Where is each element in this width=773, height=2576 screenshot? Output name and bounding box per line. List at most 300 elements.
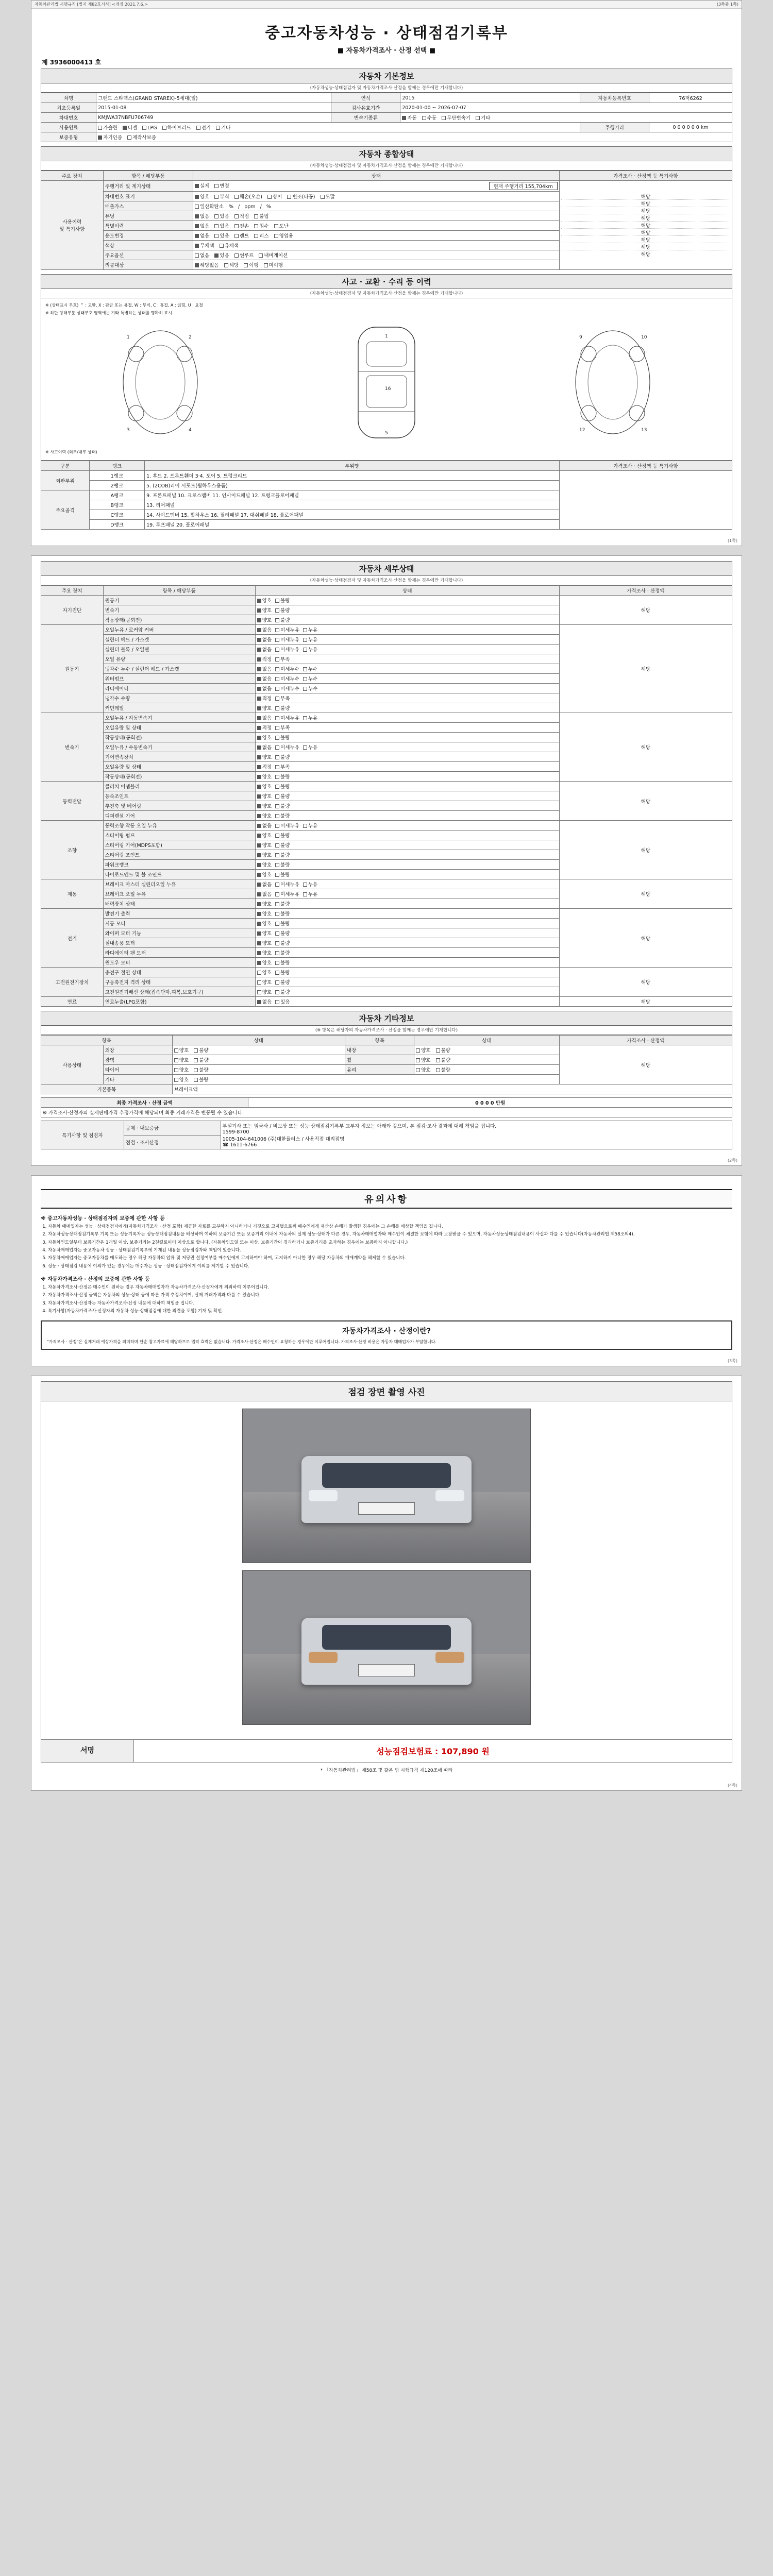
checkbox-icon[interactable] [257, 990, 261, 994]
cert-opt-self[interactable]: 자기인증 [98, 133, 122, 141]
other-part2-label: 유리 [345, 1065, 414, 1075]
detail-opt-불량[interactable]: 불량 [275, 753, 290, 760]
polish-bad[interactable]: 불량 [194, 1056, 208, 1063]
detail-opt-미세누유[interactable]: 미세누유 [275, 714, 299, 721]
detail-opt-없음[interactable]: 없음 [257, 675, 272, 682]
checkbox-icon[interactable] [275, 912, 279, 916]
detail-part-state [255, 821, 559, 831]
detail-opt-누수[interactable]: 누수 [303, 675, 317, 682]
detail-group-조향: 조향 [41, 821, 104, 879]
detail-part-label: 디퍼렌셜 기어 [103, 811, 255, 821]
special-flood[interactable]: 침수 [254, 222, 268, 229]
checkbox-icon[interactable] [303, 677, 307, 681]
color-chroma[interactable]: 유채색 [220, 242, 239, 249]
detail-opt-양호[interactable]: 양호 [257, 900, 272, 907]
detail-opt-없음[interactable]: 없음 [257, 646, 272, 653]
detail-opt-부족[interactable]: 부족 [275, 655, 290, 663]
ext-good[interactable]: 양호 [174, 1046, 189, 1054]
detail-opt-불량[interactable]: 불량 [275, 734, 290, 741]
detail-opt-없음[interactable]: 없음 [257, 880, 272, 888]
checkbox-icon[interactable] [303, 667, 307, 671]
trans-opt-etc[interactable]: 기타 [476, 114, 490, 121]
etc-bad[interactable]: 불량 [194, 1076, 208, 1083]
overall-col-4: 가격조사 · 산정액 등 특기사항 [559, 171, 732, 181]
detail-opt-누수[interactable]: 누수 [303, 685, 317, 692]
signature-price-row [41, 1740, 732, 1762]
checkbox-icon[interactable] [275, 902, 279, 906]
detail-opt-양호[interactable]: 양호 [257, 802, 272, 809]
trans-opt-cvt[interactable]: 무단변속기 [442, 114, 470, 121]
detail-part-state [255, 674, 559, 684]
usechange-none[interactable]: 없음 [195, 232, 209, 239]
tire-bad[interactable]: 불량 [194, 1066, 208, 1073]
usechange-lease[interactable]: 리스 [254, 232, 268, 239]
detail-opt-누수[interactable]: 누수 [303, 665, 317, 672]
fuel-opt-hybrid[interactable]: 하이브리드 [162, 124, 191, 131]
checkbox-icon[interactable] [257, 745, 261, 750]
detail-opt-없음[interactable]: 없음 [257, 998, 272, 1005]
other-col-remark: 가격조사 · 산정액 [559, 1036, 732, 1045]
checkbox-icon[interactable] [257, 922, 261, 926]
photo-taillamp-right [435, 1652, 464, 1663]
checkbox-icon[interactable] [257, 834, 261, 838]
detail-opt-불량[interactable]: 불량 [275, 616, 290, 623]
detail-opt-미세누유[interactable]: 미세누유 [275, 880, 299, 888]
usechange-yes[interactable]: 있음 [214, 232, 229, 239]
polish-good[interactable]: 양호 [174, 1056, 189, 1063]
overall-item-state [193, 241, 560, 250]
detail-opt-미세누유[interactable]: 미세누유 [275, 636, 299, 643]
tuning-legal[interactable]: 적법 [234, 212, 249, 219]
checkbox-icon[interactable] [257, 599, 261, 603]
checkbox-icon[interactable] [275, 648, 279, 652]
detail-opt-양호[interactable]: 양호 [257, 988, 272, 995]
checkbox-icon[interactable] [257, 706, 261, 710]
detail-opt-양호[interactable]: 양호 [257, 851, 272, 858]
detail-opt-누유[interactable]: 누유 [303, 890, 317, 897]
photo-gallery [41, 1401, 732, 1740]
detail-opt-누유[interactable]: 누유 [303, 626, 317, 633]
detail-opt-누유[interactable]: 누유 [303, 646, 317, 653]
wheel-good[interactable]: 양호 [416, 1056, 430, 1063]
detail-opt-양호[interactable]: 양호 [257, 871, 272, 878]
overall-item-label: 특별이력 [103, 221, 193, 231]
photo-front [242, 1409, 531, 1563]
checkbox-icon[interactable] [257, 873, 261, 877]
checkbox-icon[interactable] [275, 667, 279, 671]
checkbox-icon[interactable] [257, 941, 261, 945]
vin-opt-paint[interactable]: 도말 [321, 193, 335, 200]
checkbox-icon[interactable] [275, 785, 279, 789]
detail-opt-불량[interactable]: 불량 [275, 920, 290, 927]
checkbox-icon[interactable] [257, 1000, 261, 1004]
sign-tel2: 1005-104-641006 (주)대한플러스 / 사용직접 대리점명 [222, 1137, 345, 1142]
checkbox-icon[interactable] [257, 863, 261, 867]
checkbox-icon[interactable] [257, 785, 261, 789]
checkbox-icon[interactable] [275, 775, 279, 779]
detail-opt-미세누수[interactable]: 미세누수 [275, 675, 299, 682]
checkbox-icon[interactable] [303, 648, 307, 652]
vin-opt-punch[interactable]: 변조(타공) [287, 193, 315, 200]
checkbox-icon[interactable] [257, 657, 261, 662]
detail-opt-양호[interactable]: 양호 [257, 792, 272, 800]
checkbox-icon[interactable] [257, 853, 261, 857]
detail-opt-불량[interactable]: 불량 [275, 910, 290, 917]
checkbox-icon[interactable] [275, 941, 279, 945]
section-other-sub: (※ 항목은 해당자의 자동차가격조사 · 산정을 함께는 경우에만 기재합니다) [41, 1026, 732, 1035]
checkbox-icon[interactable] [303, 883, 307, 887]
detail-opt-불량[interactable]: 불량 [275, 900, 290, 907]
trans-opt-manual[interactable]: 수동 [422, 114, 436, 121]
checkbox-icon[interactable] [275, 608, 279, 613]
detail-opt-양호[interactable]: 양호 [257, 773, 272, 780]
checkbox-icon[interactable] [257, 902, 261, 906]
checkbox-icon[interactable] [257, 765, 261, 769]
checkbox-icon[interactable] [275, 726, 279, 730]
accident-parts: 5. (2COB)리어 서포트(휠하우스용품) [145, 481, 560, 490]
detail-opt-불량[interactable]: 불량 [275, 783, 290, 790]
detail-opt-양호[interactable]: 양호 [257, 606, 272, 614]
option-navi[interactable]: 내비게이션 [259, 251, 288, 259]
checkbox-icon[interactable] [275, 745, 279, 750]
checkbox-icon[interactable] [275, 990, 279, 994]
checkbox-icon[interactable] [275, 853, 279, 857]
page-1 [31, 0, 742, 546]
fuel-opt-electric[interactable]: 전기 [196, 124, 211, 131]
special-total[interactable]: 전손 [234, 222, 249, 229]
checkbox-icon[interactable] [257, 677, 261, 681]
checkbox-icon[interactable] [257, 931, 261, 936]
detail-opt-불량[interactable]: 불량 [275, 988, 290, 995]
tuning-illegal[interactable]: 불법 [254, 212, 268, 219]
detail-opt-누유[interactable]: 누유 [303, 743, 317, 751]
detail-part-state [255, 733, 559, 742]
detail-opt-불량[interactable]: 불량 [275, 841, 290, 849]
checkbox-icon[interactable] [275, 931, 279, 936]
detail-opt-불량[interactable]: 불량 [275, 812, 290, 819]
detail-opt-양호[interactable]: 양호 [257, 861, 272, 868]
option-yes[interactable]: 있음 [214, 251, 229, 259]
checkbox-icon[interactable] [257, 726, 261, 730]
checkbox-icon[interactable] [257, 755, 261, 759]
detail-opt-있음[interactable]: 있음 [275, 998, 290, 1005]
detail-opt-적정[interactable]: 적정 [257, 655, 272, 663]
detail-part-label: 작동상태(공회전) [103, 772, 255, 782]
glass-good[interactable]: 양호 [416, 1066, 430, 1073]
checkbox-icon[interactable] [275, 863, 279, 867]
detail-opt-양호[interactable]: 양호 [257, 969, 272, 976]
emission-co[interactable]: 일산화탄소 [195, 202, 224, 210]
checkbox-icon[interactable] [257, 794, 261, 799]
detail-opt-없음[interactable]: 없음 [257, 890, 272, 897]
overall-item-label: 배출가스 [103, 201, 193, 211]
checkbox-icon[interactable] [257, 667, 261, 671]
etc-good[interactable]: 양호 [174, 1076, 189, 1083]
detail-opt-불량[interactable]: 불량 [275, 959, 290, 966]
checkbox-icon[interactable] [303, 638, 307, 642]
checkbox-icon[interactable] [303, 892, 307, 896]
detail-opt-부족[interactable]: 부족 [275, 694, 290, 702]
checkbox-icon[interactable] [257, 628, 261, 632]
detail-part-label: 커먼레일 [103, 703, 255, 713]
detail-opt-없음[interactable]: 없음 [257, 626, 272, 633]
vin-opt-corrode[interactable]: 부식 [214, 193, 229, 200]
checkbox-icon[interactable] [275, 843, 279, 848]
detail-opt-양호[interactable]: 양호 [257, 597, 272, 604]
checkbox-icon[interactable] [275, 892, 279, 896]
detail-part-state [255, 968, 559, 977]
detail-opt-누유[interactable]: 누유 [303, 822, 317, 829]
detail-opt-양호[interactable]: 양호 [257, 978, 272, 986]
int-good[interactable]: 양호 [416, 1046, 430, 1054]
detail-opt-미세누수[interactable]: 미세누수 [275, 685, 299, 692]
checkbox-icon[interactable] [275, 618, 279, 622]
vin-opt-diff[interactable]: 상이 [267, 193, 282, 200]
photo-section-title: 점검 장면 촬영 사진 [41, 1381, 732, 1401]
recall-done[interactable]: 이행 [244, 261, 258, 268]
overall-item-label: 색상 [103, 241, 193, 250]
detail-opt-불량[interactable]: 불량 [275, 597, 290, 604]
tuning-none[interactable]: 없음 [195, 212, 209, 219]
detail-part-label: 변속기 [103, 605, 255, 615]
checkbox-icon[interactable] [257, 971, 261, 975]
detail-opt-불량[interactable]: 불량 [275, 851, 290, 858]
detail-opt-양호[interactable]: 양호 [257, 832, 272, 839]
detail-opt-불량[interactable]: 불량 [275, 861, 290, 868]
checkbox-icon[interactable] [275, 961, 279, 965]
checkbox-icon[interactable] [257, 648, 261, 652]
usechange-biz[interactable]: 영업용 [274, 232, 294, 239]
checkbox-icon[interactable] [257, 961, 261, 965]
detail-opt-미세누유[interactable]: 미세누유 [275, 822, 299, 829]
wheel-bad[interactable]: 불량 [436, 1056, 450, 1063]
detail-opt-양호[interactable]: 양호 [257, 616, 272, 623]
ext-bad[interactable]: 불량 [194, 1046, 208, 1054]
special-yes[interactable]: 있음 [214, 222, 229, 229]
checkbox-icon[interactable] [275, 697, 279, 701]
checkbox-icon[interactable] [257, 892, 261, 896]
checkbox-icon[interactable] [275, 824, 279, 828]
checkbox-icon[interactable] [257, 824, 261, 828]
detail-opt-없음[interactable]: 없음 [257, 743, 272, 751]
checkbox-icon[interactable] [275, 980, 279, 985]
svg-text:3: 3 [126, 428, 130, 433]
tire-good[interactable]: 양호 [174, 1066, 189, 1073]
mileage-opt-actual[interactable]: 실제 [195, 182, 209, 189]
checkbox-icon[interactable] [275, 657, 279, 662]
checkbox-icon[interactable] [275, 755, 279, 759]
notice-box-text: "가격조사 · 산정"은 실제거래 예상가격을 의미하며 단순 참고자료에 해당하므로 법적 효력은 없습니다. 가격조사·산정은 매수인이 요청하는 경우에만 이루어집니다. 가격조사·산정 비용은 자동차 매매업자가 부담합니다. [47, 1340, 437, 1345]
checkbox-icon[interactable] [257, 736, 261, 740]
checkbox-icon[interactable] [303, 628, 307, 632]
special-theft[interactable]: 도난 [274, 222, 289, 229]
detail-opt-적정[interactable]: 적정 [257, 763, 272, 770]
detail-opt-부족[interactable]: 부족 [275, 763, 290, 770]
glass-bad[interactable]: 불량 [436, 1066, 450, 1073]
detail-opt-양호[interactable]: 양호 [257, 959, 272, 966]
fuel-opt-diesel[interactable]: 디젤 [123, 124, 137, 131]
checkbox-icon[interactable] [303, 716, 307, 720]
notice-item: 1. 자동차 매매업자는 성능 · 상태점검자에게(자동차가격조사 · 산정 포함) 제공한 자료를 교부하지 아니하거나 거짓으로 고지했으로써 매수인에게 재산상 손해가 발생한 경우에는 그 손해를 배상할 책임을 집니다. [48, 1224, 732, 1230]
page-4-footnote: * 「자동차관리법」 제58조 및 같은 법 시행규칙 제120조에 따라 [320, 1768, 453, 1774]
cert-opt-maker[interactable]: 제작사보증 [127, 133, 156, 141]
docno-suffix: 호 [95, 59, 102, 66]
checkbox-icon[interactable] [257, 638, 261, 642]
checkbox-icon[interactable] [257, 883, 261, 887]
detail-opt-양호[interactable]: 양호 [257, 783, 272, 790]
detail-opt-미세누유[interactable]: 미세누유 [275, 743, 299, 751]
checkbox-icon[interactable] [275, 883, 279, 887]
special-none[interactable]: 없음 [195, 222, 209, 229]
detail-opt-없음[interactable]: 없음 [257, 636, 272, 643]
checkbox-icon[interactable] [275, 736, 279, 740]
detail-opt-양호[interactable]: 양호 [257, 910, 272, 917]
notice-item: 1. 자동차가격조사·산정은 매수인이 원하는 경우 자동차매매업자가 자동차가격조사·산정자에게 의뢰하여 이루어집니다. [48, 1284, 732, 1291]
detail-opt-없음[interactable]: 없음 [257, 685, 272, 692]
detail-opt-불량[interactable]: 불량 [275, 939, 290, 946]
final-price-table [41, 1097, 732, 1117]
checkbox-icon[interactable] [303, 687, 307, 691]
fuel-opt-gasoline[interactable]: 가솔린 [98, 124, 117, 131]
detail-part-state [255, 889, 559, 899]
checkbox-icon[interactable] [275, 687, 279, 691]
checkbox-icon[interactable] [275, 873, 279, 877]
vin-opt-damage[interactable]: 훼손(오손) [234, 193, 262, 200]
checkbox-icon[interactable] [275, 814, 279, 818]
detail-opt-양호[interactable]: 양호 [257, 841, 272, 849]
checkbox-icon[interactable] [257, 814, 261, 818]
checkbox-icon[interactable] [275, 794, 279, 799]
detail-opt-부족[interactable]: 부족 [275, 724, 290, 731]
other-part-state [172, 1055, 345, 1065]
detail-opt-없음[interactable]: 없음 [257, 822, 272, 829]
checkbox-icon[interactable] [275, 677, 279, 681]
detail-part-label: 고전원전기배선 상태(접속단자,피복,보호기구) [103, 987, 255, 997]
detail-opt-불량[interactable]: 불량 [275, 606, 290, 614]
color-mono[interactable]: 무채색 [195, 242, 214, 249]
detail-part-label: 브레이크 오일 누유 [103, 889, 255, 899]
detail-opt-불량[interactable]: 불량 [275, 773, 290, 780]
detail-col-2: 항목 / 해당부품 [103, 586, 255, 596]
usechange-rent[interactable]: 렌트 [234, 232, 249, 239]
detail-opt-누유[interactable]: 누유 [303, 636, 317, 643]
detail-part-state [255, 909, 559, 919]
checkbox-icon[interactable] [257, 775, 261, 779]
recall-yes[interactable]: 해당 [224, 261, 239, 268]
checkbox-icon[interactable] [303, 745, 307, 750]
detail-opt-양호[interactable]: 양호 [257, 753, 272, 760]
detail-opt-양호[interactable]: 양호 [257, 704, 272, 711]
int-bad[interactable]: 불량 [436, 1046, 450, 1054]
detail-opt-양호[interactable]: 양호 [257, 929, 272, 937]
detail-group-전기: 전기 [41, 909, 104, 968]
checkbox-icon[interactable] [275, 971, 279, 975]
detail-row [41, 909, 732, 919]
trans-opt-auto[interactable]: 자동 [402, 114, 416, 121]
mileage-opt-changed[interactable]: 변경 [214, 182, 229, 189]
checkbox-icon[interactable] [257, 843, 261, 848]
detail-opt-불량[interactable]: 불량 [275, 871, 290, 878]
checkbox-icon[interactable] [257, 980, 261, 985]
detail-opt-미세누유[interactable]: 미세누유 [275, 890, 299, 897]
detail-opt-누유[interactable]: 누유 [303, 880, 317, 888]
tuning-yes[interactable]: 있음 [214, 212, 229, 219]
detail-opt-양호[interactable]: 양호 [257, 920, 272, 927]
detail-opt-양호[interactable]: 양호 [257, 812, 272, 819]
recall-notdone[interactable]: 미이행 [264, 261, 283, 268]
detail-opt-미세누유[interactable]: 미세누유 [275, 646, 299, 653]
checkbox-icon[interactable] [303, 824, 307, 828]
checkbox-icon[interactable] [257, 951, 261, 955]
detail-opt-없음[interactable]: 없음 [257, 665, 272, 672]
detail-part-label: 라디에이터 [103, 684, 255, 693]
detail-part-label: 스티어링 펌프 [103, 831, 255, 840]
checkbox-icon[interactable] [257, 804, 261, 808]
checkbox-icon[interactable] [257, 618, 261, 622]
detail-opt-미세누수[interactable]: 미세누수 [275, 665, 299, 672]
detail-opt-적정[interactable]: 적정 [257, 694, 272, 702]
recall-none[interactable]: 해당없음 [195, 261, 219, 268]
detail-part-state [255, 723, 559, 733]
detail-opt-불량[interactable]: 불량 [275, 832, 290, 839]
checkbox-icon[interactable] [257, 608, 261, 613]
checkbox-icon[interactable] [275, 716, 279, 720]
accident-rank: B랭크 [89, 500, 144, 510]
detail-opt-불량[interactable]: 불량 [275, 978, 290, 986]
detail-opt-미세누유[interactable]: 미세누유 [275, 626, 299, 633]
checkbox-icon[interactable] [275, 628, 279, 632]
checkbox-icon[interactable] [257, 697, 261, 701]
detail-opt-불량[interactable]: 불량 [275, 949, 290, 956]
checkbox-icon[interactable] [275, 599, 279, 603]
accident-parts-table [41, 461, 732, 530]
other-part-state [172, 1045, 345, 1055]
detail-opt-불량[interactable]: 불량 [275, 792, 290, 800]
detail-opt-양호[interactable]: 양호 [257, 949, 272, 956]
checkbox-icon[interactable] [275, 765, 279, 769]
fuel-opt-lpg[interactable]: LPG [142, 125, 157, 131]
detail-part-label: 오일유량 및 상태 [103, 762, 255, 772]
fuel-opt-etc[interactable]: 기타 [216, 124, 230, 131]
checkbox-icon[interactable] [275, 1000, 279, 1004]
checkbox-icon[interactable] [275, 638, 279, 642]
checkbox-icon[interactable] [275, 706, 279, 710]
checkbox-icon[interactable] [257, 912, 261, 916]
detail-opt-양호[interactable]: 양호 [257, 939, 272, 946]
checkbox-icon[interactable] [275, 804, 279, 808]
option-sunroof[interactable]: 썬루프 [234, 251, 254, 259]
checkbox-icon[interactable] [275, 951, 279, 955]
detail-opt-적정[interactable]: 적정 [257, 724, 272, 731]
detail-opt-불량[interactable]: 불량 [275, 802, 290, 809]
detail-part-label: 충전구 절연 상태 [103, 968, 255, 977]
detail-opt-없음[interactable]: 없음 [257, 714, 272, 721]
detail-opt-불량[interactable]: 불량 [275, 929, 290, 937]
detail-opt-누유[interactable]: 누유 [303, 714, 317, 721]
detail-opt-불량[interactable]: 불량 [275, 969, 290, 976]
checkbox-icon[interactable] [275, 922, 279, 926]
option-none[interactable]: 없음 [195, 251, 209, 259]
detail-opt-불량[interactable]: 불량 [275, 704, 290, 711]
section-accident-sub: (자동차성능·상태점검자 및 자동차가격조사·산정을 함께는 경우에만 기재합니다) [41, 289, 732, 298]
checkbox-icon[interactable] [257, 716, 261, 720]
checkbox-icon[interactable] [275, 834, 279, 838]
detail-part-label: 발전기 출력 [103, 909, 255, 919]
detail-opt-양호[interactable]: 양호 [257, 734, 272, 741]
detail-part-state [255, 840, 559, 850]
vin-opt-good[interactable]: 양호 [195, 193, 209, 200]
checkbox-icon[interactable] [257, 687, 261, 691]
